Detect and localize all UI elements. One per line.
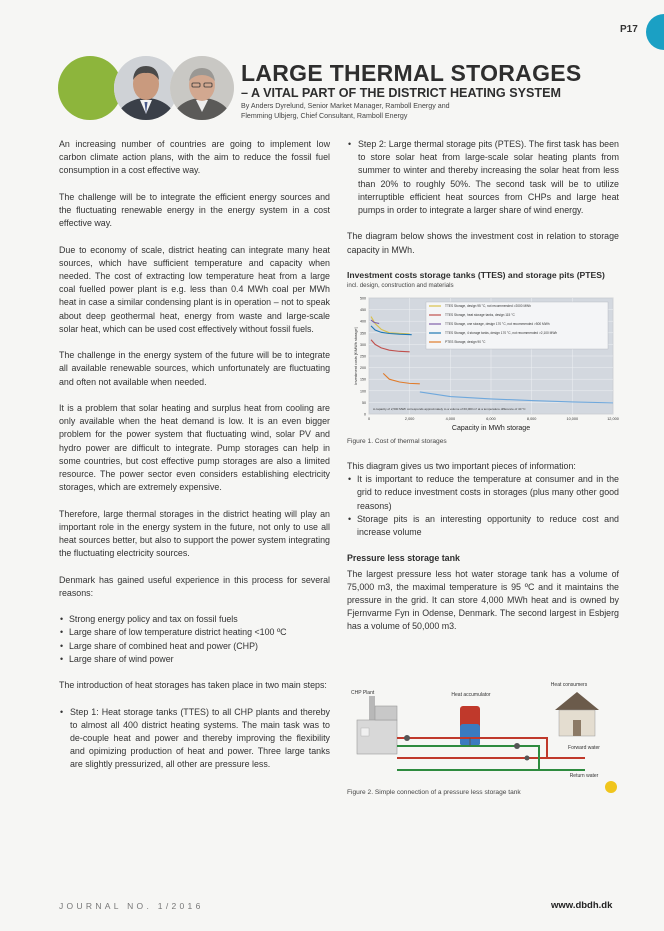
arrow-circle-icon <box>605 781 617 793</box>
left-column <box>59 138 330 785</box>
paragraph: The largest pressure less hot water storage tank has a volume of 75,000 m3, the maximal temperature is 95 ºC and it maintains the pressure in the grid. It can store 4,000 MWh heat and is owned by Fjernvarme Fyn in Odense, Denmark. The second largest in Esbjerg has a volume of 50,000 m3. <box>347 568 619 632</box>
list-item: • Large share of combined heat and power (CHP) <box>59 640 330 653</box>
y-tick-label: 200 <box>360 366 366 371</box>
paragraph: The challenge will be to integrate the efficient energy sources and the fluctuating renewable energy in the energy system in a cost effective way. <box>59 191 330 229</box>
paragraph: Due to economy of scale, district heating can integrate many heat sources, which have sufficient temperature and capacity when needed. The cost of extracting low temperature heat from a large coal fuelled power plant is e.g. less than 0.4 MWh coal per MWh heat in case a similar condensing plant is in operation – not to speak about deep geothermal heat, energy from waste and large-scale solar heat, which can be used cost effectively without fossil fuels. <box>59 244 330 334</box>
chp-plant-icon <box>357 720 397 754</box>
x-tick-label: 12,000 <box>607 417 619 421</box>
author-photo-2 <box>170 56 234 120</box>
journal-footer: JOURNAL NO. 1/2016 <box>59 901 204 911</box>
y-tick-label: 150 <box>360 377 366 382</box>
diagram-svg <box>347 658 619 788</box>
legend-label: PTES Storage, design 90 °C <box>445 340 486 345</box>
chart-area <box>347 292 619 437</box>
x-axis-label: Capacity in MWh storage <box>451 425 531 432</box>
right-column <box>347 138 619 798</box>
list-item: • It is important to reduce the temperature at consumer and in the grid to reduce investment costs in storages (plus many other good reasons) <box>347 473 619 513</box>
x-tick-label: 6,000 <box>486 417 496 421</box>
y-axis-label: Investment costs [€/MWh storage] <box>354 327 358 385</box>
list-item: • Storage pits is an interesting opportunity to reduce cost and increase volume <box>347 513 619 539</box>
y-tick-label: 500 <box>360 296 366 301</box>
list-item: • Large share of low temperature district heating <100 ºC <box>59 626 330 639</box>
reasons-list <box>59 613 330 666</box>
green-accent-circle <box>58 56 122 120</box>
article-title: LARGE THERMAL STORAGES <box>241 60 582 86</box>
x-tick-label: 10,000 <box>566 417 579 421</box>
byline-line: By Anders Dyrelund, Senior Market Manager, Ramboll Energy and <box>241 102 450 110</box>
return-water-label: Return water <box>569 772 599 779</box>
paragraph: This diagram gives us two important pieces of information: <box>347 461 576 471</box>
legend-label: TTES Storage, design 95 °C, not recommended >2000 MWh <box>445 304 531 309</box>
article-subtitle: – A VITAL PART OF THE DISTRICT HEATING SYSTEM <box>241 86 561 100</box>
y-tick-label: 100 <box>360 389 366 394</box>
x-tick-label: 8,000 <box>526 417 537 421</box>
consumers-label: Heat consumers <box>550 681 588 688</box>
house-icon <box>555 692 599 710</box>
page-number: P17 <box>620 24 638 35</box>
legend-label: TTES Storage, heat storage tanks, design 115 °C <box>445 313 515 318</box>
x-tick-label: 4,000 <box>445 417 456 421</box>
forward-water-label: Forward water <box>568 744 600 751</box>
blue-corner-tab <box>646 14 664 50</box>
paragraph: The diagram below shows the investment cost in relation to storage capacity in MWh. <box>347 231 619 255</box>
y-tick-label: 0 <box>364 412 366 417</box>
paragraph: The challenge in the energy system of the future will be to integrate all available renewable sources, which unfortunately are fluctuating and often not available when needed. <box>59 350 330 387</box>
list-item: • Large share of wind power <box>59 653 330 666</box>
y-tick-label: 400 <box>360 319 366 324</box>
x-tick-label: 2,000 <box>404 417 415 421</box>
chp-plant-label: CHP Plant <box>351 689 375 696</box>
list-item: • Step 1: Heat storage tanks (TTES) to all CHP plants and thereby to almost all 400 district heating systems. The main task was to de-couple heat and power and thereby improving the flexibility and opimizing production of heat and power. Three large tanks are slightly pressurized, all other are pressure less. <box>59 706 330 772</box>
steps-list <box>59 706 330 772</box>
accumulator-label: Heat accumulator <box>451 691 491 698</box>
figure-1-caption: Figure 1. Cost of thermal storages <box>347 438 447 445</box>
chart-footnote: A capacity of 2,500 MWh corresponds approximately to a volume of 60,000 m³ at a temperature difference of 40 °C <box>373 407 526 411</box>
y-tick-label: 250 <box>360 354 366 359</box>
byline <box>241 101 541 121</box>
list-item: • Step 2: Large thermal storage pits (PTES). The first task has been to store solar heat from large-scale solar heating plants from summer to winter and thereby increasing the solar heat from less than 20% to roughly 50%. The second task will be to utilize interruptible efficient heat sources from CHPs and large heat pumps in order to integrate a larger share of wind energy. <box>347 138 619 217</box>
storage-diagram <box>347 658 619 788</box>
steps-list <box>347 138 619 217</box>
paragraph: Therefore, large thermal storages in the district heating will play an important role in the energy system in the future, not only to use all heat sources better, but also to support the power system integrating the fluctuating electricity sources. <box>59 508 330 559</box>
paragraph: It is a problem that solar heating and surplus heat from cooling are only available when the heat demand is low. It is an even bigger problem for the power system that fluctuating wind, solar PV and hydro power are difficult to integrate. Pump storages can help in some countries, but cost effective pump storages are also a limited resource. The power sector even considers establishing electricity storages, which are extremely expensive. <box>59 403 330 493</box>
paragraph: Denmark has gained useful experience in this process for several reasons: <box>59 574 330 598</box>
info-list <box>347 473 619 539</box>
y-tick-label: 300 <box>360 342 366 347</box>
byline-line: Flemming Ulbjerg, Chief Consultant, Ramboll Energy <box>241 112 408 120</box>
paragraph: An increasing number of countries are going to implement low carbon climate action plans, with the aim to reduce the fossil fuel consumption in a cost effective way. <box>59 139 330 176</box>
figure-2-caption: Figure 2. Simple connection of a pressure less storage tank <box>347 788 521 796</box>
paragraph: The introduction of heat storages has taken place in two main steps: <box>59 680 327 691</box>
legend-label: TTES Storage, one storage, design 170 °C, not recommended >500 MWh <box>445 322 550 327</box>
x-tick-label: 0 <box>367 417 371 421</box>
y-tick-label: 50 <box>362 400 366 405</box>
legend-label: TTES Storage, 4 storage tanks, design 170 °C, not recommended >2,100 MWh <box>445 331 558 336</box>
author-photo-1 <box>114 56 178 120</box>
y-tick-label: 350 <box>360 331 366 336</box>
chart-title: Investment costs storage tanks (TTES) and storage pits (PTES) <box>347 270 605 280</box>
cost-chart <box>347 270 619 437</box>
chart-subtitle: incl. design, construction and materials <box>347 282 454 289</box>
list-item: • Strong energy policy and tax on fossil fuels <box>59 613 330 626</box>
y-tick-label: 450 <box>360 308 366 313</box>
website-link[interactable]: www.dbdh.dk <box>551 900 613 911</box>
section-heading: Pressure less storage tank <box>347 553 460 564</box>
chart-svg <box>347 292 619 437</box>
